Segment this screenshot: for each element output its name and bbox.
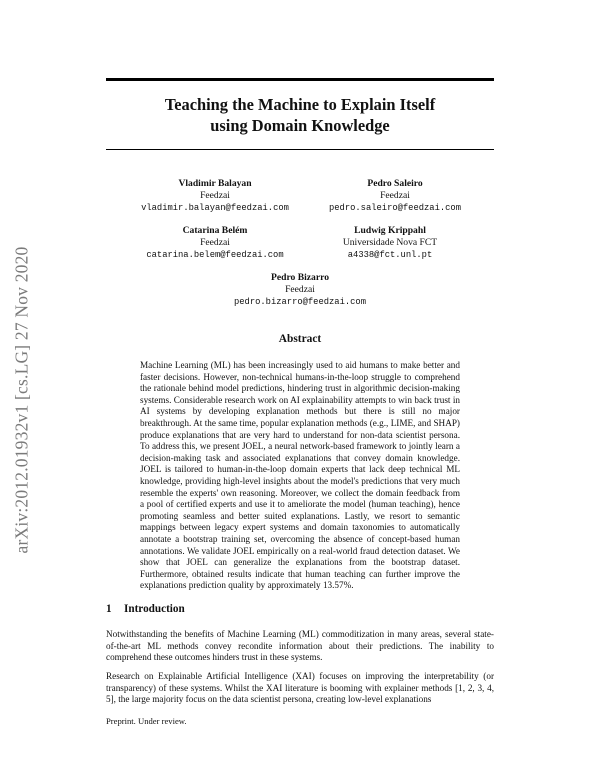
author-affiliation: Feedzai [380,190,410,202]
author-name: Ludwig Krippahl [354,225,426,236]
author-affiliation: Feedzai [200,237,230,249]
author-email: pedro.saleiro@feedzai.com [329,203,461,214]
author-email: vladimir.balayan@feedzai.com [141,203,289,214]
author-name: Vladimir Balayan [178,178,252,189]
author-block [140,178,290,215]
arxiv-identifier-sidebar [4,210,40,590]
author-affiliation: Feedzai [285,284,315,296]
author-block [140,225,290,262]
paper-title [106,94,494,136]
author-block [310,178,480,215]
author-affiliation: Feedzai [200,190,230,202]
abstract-body: Machine Learning (ML) has been increasingly used to aid humans to make better and faster decisions. However, non-technical humans-in-the-loop struggle to comprehend the rationale behind model predictions, hindering trust in algorithmic decision-making systems. Considerable research work on AI explainability attempts to win back trust in AI systems by developing explanation methods but there is still no major breakthrough. At the same time, popular explanation methods (e.g., LIME, and SHAP) produce explanations that are very hard to understand for non-data scientist persona. To address this, we present JOEL, a neural network-based framework to jointly learn a decision-making task and associated explanations that convey domain knowledge. JOEL is tailored to human-in-the-loop domain experts that lack deep technical ML knowledge, providing high-level insights about the model's predictions that very much resemble the experts' own reasoning. Moreover, we collect the domain feedback from a pool of certified experts and use it to ameliorate the model (human teaching), hence promoting seamless and better suited explanations. Lastly, we resort to semantic mappings between legacy expert systems and domain taxonomies to automatically annotate a bootstrap training set, overcoming the absence of concept-based human annotations. We validate JOEL empirically on a real-world fraud detection dataset. We show that JOEL can generalize the explanations from the bootstrap dataset. Furthermore, obtained results indicate that human teaching can further improve the explanations prediction quality by approximately 13.57%. [140,360,460,591]
intro-paragraph-1: Notwithstanding the benefits of Machine Learning (ML) commoditization in many areas, several state-of-the-art ML methods convey recondite information about their predictions. The inability to comprehend these outcomes hinders trust in these systems. [106,629,494,663]
author-email: pedro.bizarro@feedzai.com [234,297,366,308]
author-email: a4338@fct.unl.pt [347,250,433,261]
title-line-1: Teaching the Machine to Explain Itself [164,95,436,114]
arxiv-identifier-text: arXiv:2012.01932v1 [cs.LG] 27 Nov 2020 [11,246,32,554]
title-line-2: using Domain Knowledge [210,116,390,135]
intro-paragraph-2: Research on Explainable Artificial Intelligence (XAI) focuses on improving the interpretability (or transparency) of these systems. Whilst the XAI literature is booming with explainer methods [1, 2, 3, 4, 5], the large majority focus on the data scientist persona, creating low-level explanations [106,671,494,705]
author-email: catarina.belem@feedzai.com [146,250,284,261]
abstract-heading: Abstract [278,333,322,345]
author-name: Catarina Belém [182,225,248,236]
title-top-rule [106,78,494,81]
author-name: Pedro Bizarro [271,272,329,283]
author-affiliation: Universidade Nova FCT [342,237,438,249]
author-block [320,225,460,262]
author-block [210,272,390,309]
section-number: 1 [106,603,112,615]
author-name: Pedro Saleiro [367,178,423,189]
title-bottom-rule [106,149,494,150]
section-title: Introduction [124,603,185,615]
footer-note: Preprint. Under review. [106,716,187,726]
section-heading [106,603,185,615]
